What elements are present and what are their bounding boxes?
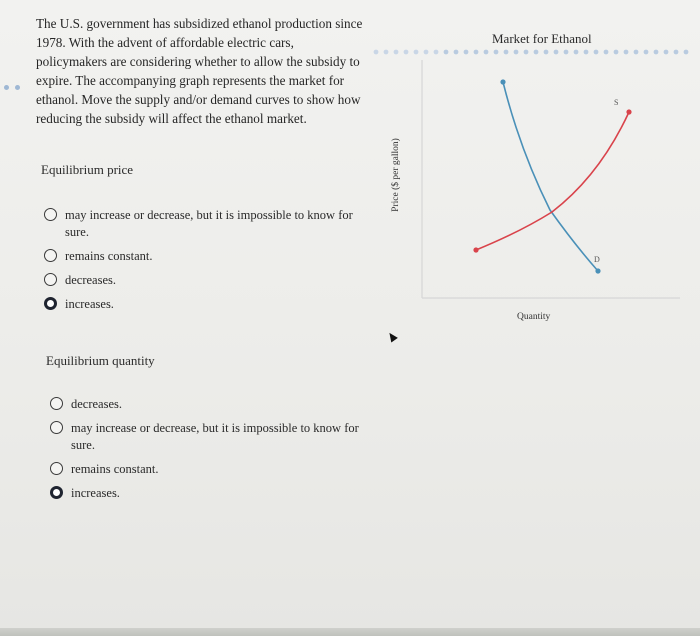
border-dot <box>584 50 589 55</box>
border-dot <box>494 50 499 55</box>
border-dot <box>644 50 649 55</box>
equilibrium-quantity-option-label: increases. <box>71 486 120 500</box>
x-axis-label: Quantity <box>517 312 551 322</box>
border-dot <box>614 50 619 55</box>
equilibrium-price-option-label: remains constant. <box>65 249 153 263</box>
border-dot <box>474 50 479 55</box>
border-dot <box>664 50 669 55</box>
graph-title: Market for Ethanol <box>492 31 592 46</box>
border-dot <box>424 50 429 55</box>
equilibrium-price-label: Equilibrium price <box>41 162 134 177</box>
border-dot <box>464 50 469 55</box>
bottom-scrollbar[interactable] <box>0 628 700 636</box>
graph-dotted-border <box>374 50 689 55</box>
question-text: The U.S. government has subsidized ethanol production since 1978. With the advent of affordable electric cars, policymakers are considering whether to allow the subsidy to expire. The accompanying graph represents the market for ethanol. Move the supply and/or demand curves to show how reducing the subsidy will affect the ethanol market. <box>36 16 363 126</box>
border-dot <box>514 50 519 55</box>
demand-curve-handle-top[interactable] <box>500 79 505 84</box>
supply-curve-handle-top[interactable] <box>626 109 631 114</box>
border-dot <box>684 50 689 55</box>
equilibrium-quantity-option-label: remains constant. <box>71 462 159 476</box>
supply-curve-label: S <box>614 98 619 107</box>
border-dot <box>534 50 539 55</box>
supply-curve[interactable] <box>476 112 629 250</box>
border-dot <box>384 50 389 55</box>
y-axis-label: Price ($ per gallon) <box>391 138 401 212</box>
equilibrium-quantity-option-label: decreases. <box>71 397 123 411</box>
border-dot <box>524 50 529 55</box>
demand-curve[interactable] <box>503 82 598 271</box>
border-dot <box>444 50 449 55</box>
border-dot <box>374 50 379 55</box>
border-dot <box>624 50 629 55</box>
border-dot <box>404 50 409 55</box>
border-dot <box>654 50 659 55</box>
equilibrium-quantity-label: Equilibrium quantity <box>46 353 155 368</box>
border-dot <box>554 50 559 55</box>
equilibrium-quantity-option-label: may increase or decrease, but it is impossible to know for sure. <box>71 421 359 452</box>
border-dot <box>484 50 489 55</box>
border-dot <box>394 50 399 55</box>
border-dot <box>604 50 609 55</box>
border-dot <box>564 50 569 55</box>
equilibrium-price-option-label: decreases. <box>65 273 117 287</box>
border-dot <box>544 50 549 55</box>
supply-curve-handle-bottom[interactable] <box>473 247 478 252</box>
border-dot <box>674 50 679 55</box>
border-dot <box>434 50 439 55</box>
border-dot <box>454 50 459 55</box>
border-dot <box>634 50 639 55</box>
demand-curve-handle-bottom[interactable] <box>595 268 600 273</box>
border-dot <box>574 50 579 55</box>
equilibrium-price-option-label: may increase or decrease, but it is impossible to know for sure. <box>65 208 353 239</box>
border-dot <box>594 50 599 55</box>
border-dot <box>504 50 509 55</box>
equilibrium-price-option-label: increases. <box>65 297 114 311</box>
border-dot <box>414 50 419 55</box>
demand-curve-label: D <box>594 255 600 264</box>
